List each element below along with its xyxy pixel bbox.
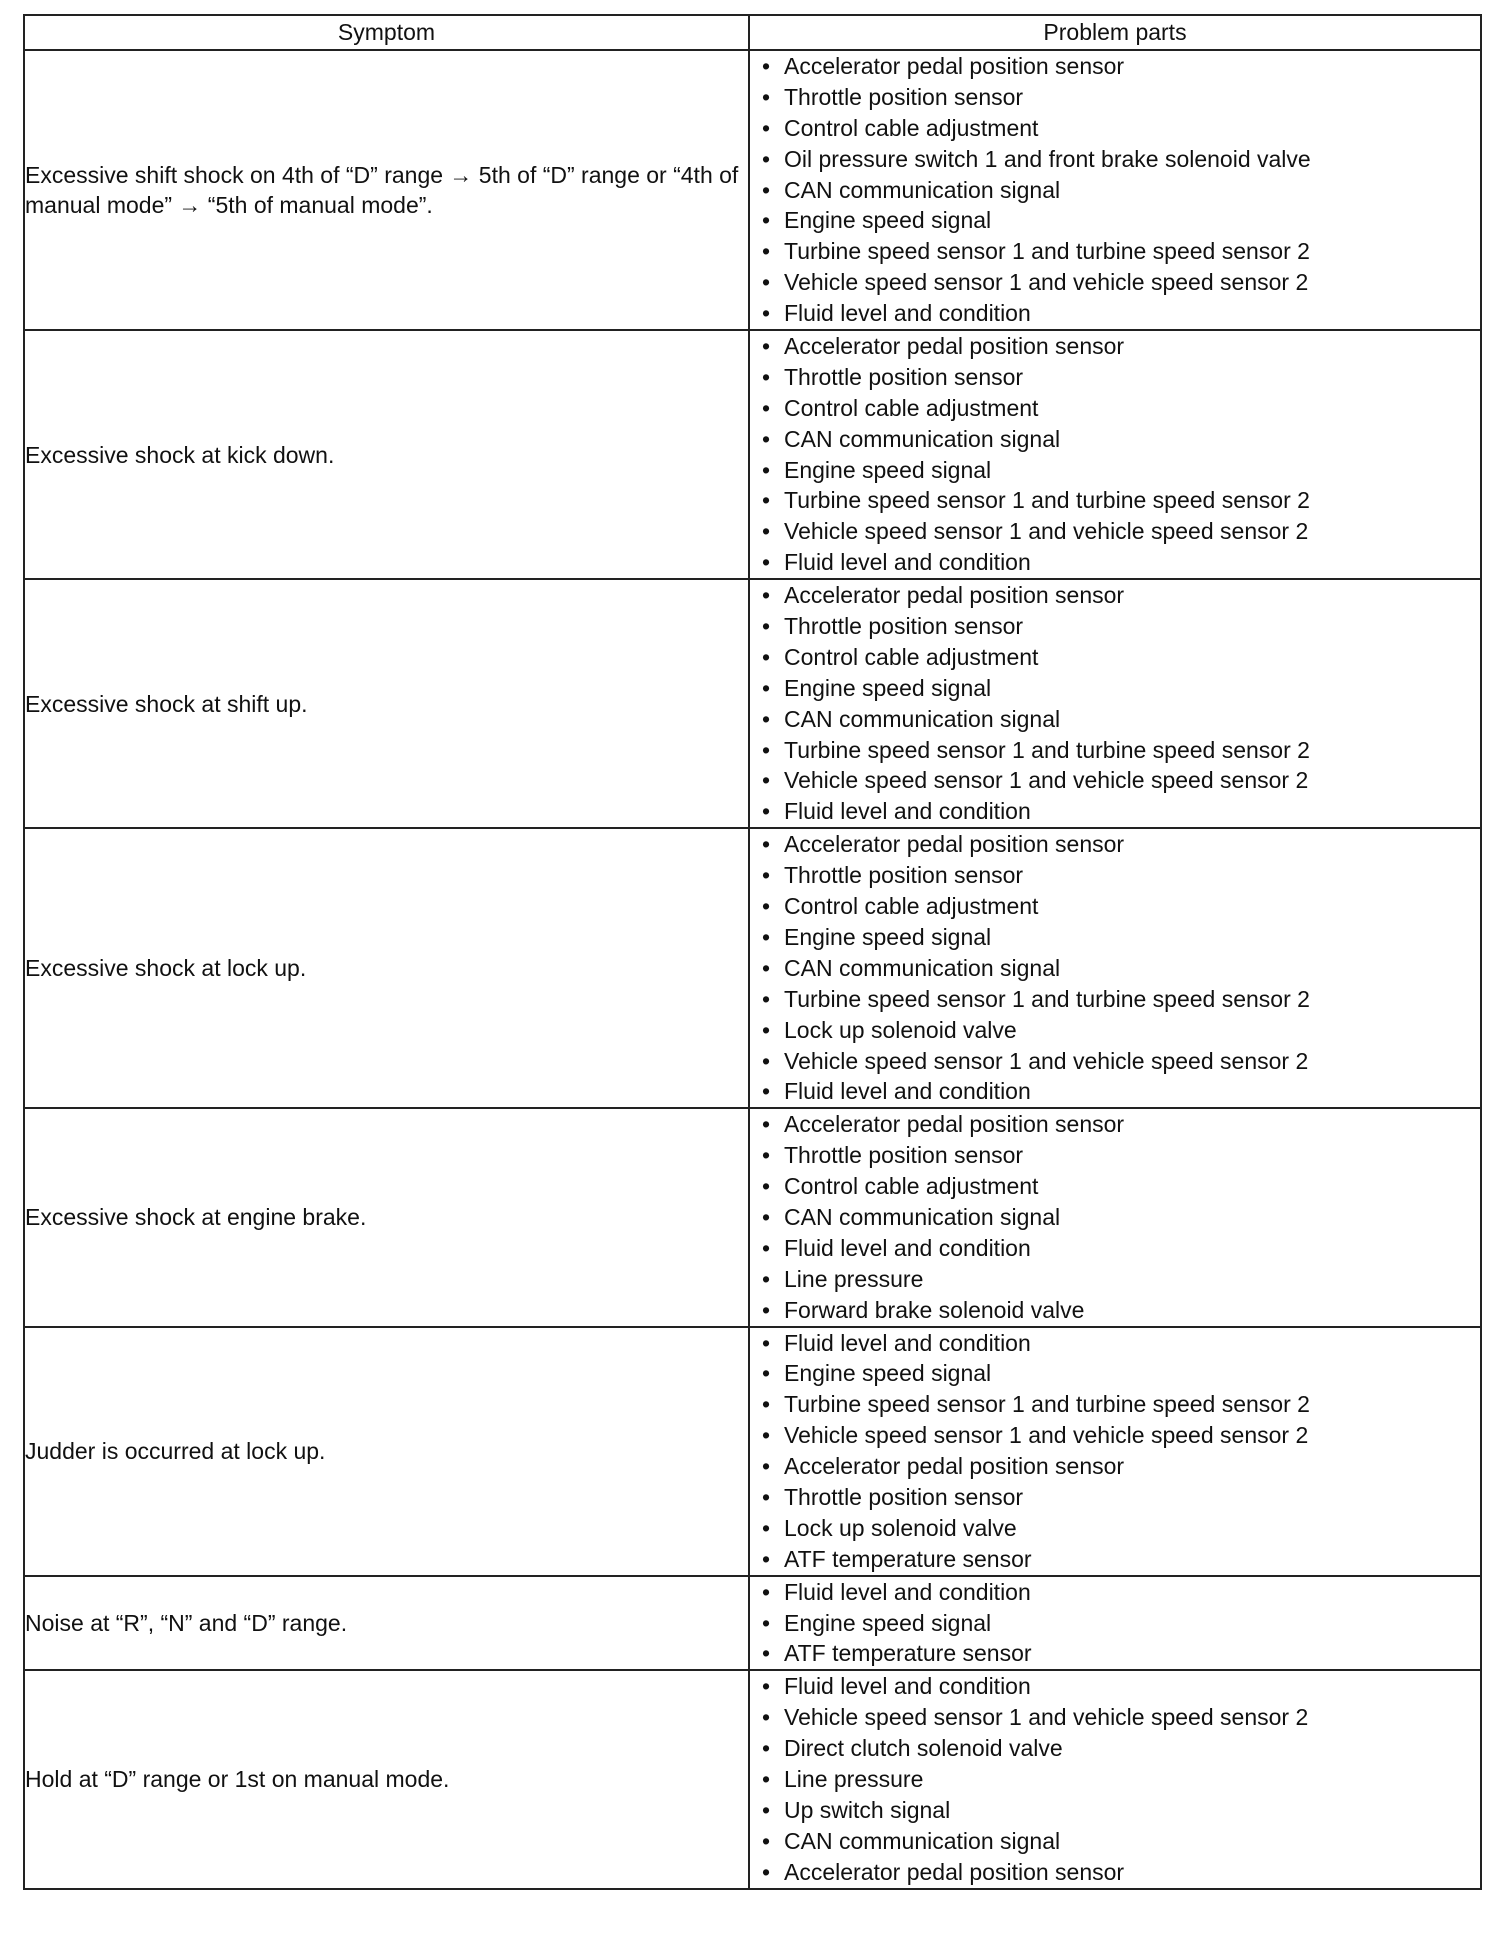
- problem-part-item: • Accelerator pedal position sensor: [750, 1451, 1480, 1482]
- problem-part-item: • Throttle position sensor: [750, 1140, 1480, 1171]
- problem-parts-list: [750, 1109, 1480, 1325]
- problem-parts-list: [750, 1671, 1480, 1887]
- problem-part-item: • CAN communication signal: [750, 175, 1480, 206]
- problem-part-item: • Direct clutch solenoid valve: [750, 1733, 1480, 1764]
- problem-part-item: • Fluid level and condition: [750, 796, 1480, 827]
- problem-part-item: • Fluid level and condition: [750, 1577, 1480, 1608]
- problem-part-item: • Control cable adjustment: [750, 113, 1480, 144]
- problem-part-item: • Vehicle speed sensor 1 and vehicle speed sensor 2: [750, 516, 1480, 547]
- problem-parts-cell: [749, 1327, 1481, 1576]
- problem-part-item: • Throttle position sensor: [750, 1482, 1480, 1513]
- problem-part-item: • Fluid level and condition: [750, 547, 1480, 578]
- problem-parts-column-header: Problem parts: [749, 15, 1481, 50]
- problem-part-item: • Accelerator pedal position sensor: [750, 580, 1480, 611]
- problem-parts-cell: [749, 828, 1481, 1108]
- problem-parts-cell: [749, 579, 1481, 828]
- problem-part-item: • Throttle position sensor: [750, 82, 1480, 113]
- problem-part-item: • Forward brake solenoid valve: [750, 1295, 1480, 1326]
- symptom-cell: Excessive shift shock on 4th of “D” range → 5th of “D” range or “4th of manual mode” → “5th of manual mode”.: [24, 50, 749, 330]
- problem-part-item: • Control cable adjustment: [750, 642, 1480, 673]
- problem-part-item: • Vehicle speed sensor 1 and vehicle speed sensor 2: [750, 1420, 1480, 1451]
- problem-part-item: • Vehicle speed sensor 1 and vehicle speed sensor 2: [750, 765, 1480, 796]
- table-body: [24, 50, 1481, 1889]
- problem-part-item: • Accelerator pedal position sensor: [750, 51, 1480, 82]
- problem-part-item: • Accelerator pedal position sensor: [750, 1857, 1480, 1888]
- problem-part-item: • Control cable adjustment: [750, 393, 1480, 424]
- problem-part-item: • Accelerator pedal position sensor: [750, 1109, 1480, 1140]
- problem-part-item: • CAN communication signal: [750, 424, 1480, 455]
- table-row: [24, 1108, 1481, 1326]
- problem-parts-cell: [749, 1670, 1481, 1888]
- problem-part-item: • CAN communication signal: [750, 704, 1480, 735]
- table-header-row: [24, 15, 1481, 50]
- problem-part-item: • Throttle position sensor: [750, 362, 1480, 393]
- table-row: [24, 1327, 1481, 1576]
- problem-part-item: • Lock up solenoid valve: [750, 1015, 1480, 1046]
- problem-parts-list: [750, 829, 1480, 1107]
- problem-part-item: • ATF temperature sensor: [750, 1638, 1480, 1669]
- problem-part-item: • Fluid level and condition: [750, 1671, 1480, 1702]
- problem-part-item: • Throttle position sensor: [750, 611, 1480, 642]
- problem-part-item: • Fluid level and condition: [750, 1233, 1480, 1264]
- problem-part-item: • Control cable adjustment: [750, 891, 1480, 922]
- problem-parts-cell: [749, 330, 1481, 579]
- problem-part-item: • Vehicle speed sensor 1 and vehicle speed sensor 2: [750, 1702, 1480, 1733]
- problem-part-item: • Engine speed signal: [750, 1358, 1480, 1389]
- problem-parts-list: [750, 1328, 1480, 1575]
- problem-part-item: • Vehicle speed sensor 1 and vehicle speed sensor 2: [750, 1046, 1480, 1077]
- problem-part-item: • Turbine speed sensor 1 and turbine speed sensor 2: [750, 1389, 1480, 1420]
- table-row: [24, 1576, 1481, 1671]
- problem-part-item: • Line pressure: [750, 1764, 1480, 1795]
- problem-part-item: • Turbine speed sensor 1 and turbine speed sensor 2: [750, 236, 1480, 267]
- problem-parts-list: [750, 331, 1480, 578]
- problem-part-item: • Line pressure: [750, 1264, 1480, 1295]
- problem-part-item: • Throttle position sensor: [750, 860, 1480, 891]
- problem-parts-cell: [749, 50, 1481, 330]
- table-row: [24, 330, 1481, 579]
- problem-part-item: • Fluid level and condition: [750, 1076, 1480, 1107]
- problem-parts-list: [750, 51, 1480, 329]
- symptom-cell: Noise at “R”, “N” and “D” range.: [24, 1576, 749, 1671]
- table-row: [24, 828, 1481, 1108]
- symptom-cell: Excessive shock at kick down.: [24, 330, 749, 579]
- problem-part-item: • Turbine speed sensor 1 and turbine speed sensor 2: [750, 984, 1480, 1015]
- problem-part-item: • Engine speed signal: [750, 922, 1480, 953]
- symptom-table: [23, 14, 1482, 1890]
- problem-parts-cell: [749, 1576, 1481, 1671]
- problem-part-item: • Up switch signal: [750, 1795, 1480, 1826]
- problem-part-item: • Engine speed signal: [750, 673, 1480, 704]
- table-row: [24, 1670, 1481, 1888]
- problem-part-item: • Fluid level and condition: [750, 1328, 1480, 1359]
- problem-part-item: • Fluid level and condition: [750, 298, 1480, 329]
- symptom-cell: Judder is occurred at lock up.: [24, 1327, 749, 1576]
- problem-part-item: • Turbine speed sensor 1 and turbine speed sensor 2: [750, 485, 1480, 516]
- problem-part-item: • CAN communication signal: [750, 1202, 1480, 1233]
- problem-parts-list: [750, 580, 1480, 827]
- problem-part-item: • Oil pressure switch 1 and front brake solenoid valve: [750, 144, 1480, 175]
- problem-part-item: • Engine speed signal: [750, 205, 1480, 236]
- symptom-cell: Hold at “D” range or 1st on manual mode.: [24, 1670, 749, 1888]
- symptom-cell: Excessive shock at engine brake.: [24, 1108, 749, 1326]
- problem-part-item: • Engine speed signal: [750, 1608, 1480, 1639]
- problem-parts-cell: [749, 1108, 1481, 1326]
- problem-part-item: • Lock up solenoid valve: [750, 1513, 1480, 1544]
- table-row: [24, 579, 1481, 828]
- problem-part-item: • Turbine speed sensor 1 and turbine speed sensor 2: [750, 735, 1480, 766]
- symptom-cell: Excessive shock at shift up.: [24, 579, 749, 828]
- problem-parts-list: [750, 1577, 1480, 1670]
- problem-part-item: • CAN communication signal: [750, 953, 1480, 984]
- problem-part-item: • Vehicle speed sensor 1 and vehicle speed sensor 2: [750, 267, 1480, 298]
- symptom-column-header: Symptom: [24, 15, 749, 50]
- problem-part-item: • Accelerator pedal position sensor: [750, 829, 1480, 860]
- problem-part-item: • CAN communication signal: [750, 1826, 1480, 1857]
- symptom-cell: Excessive shock at lock up.: [24, 828, 749, 1108]
- problem-part-item: • ATF temperature sensor: [750, 1544, 1480, 1575]
- table-row: [24, 50, 1481, 330]
- problem-part-item: • Engine speed signal: [750, 455, 1480, 486]
- problem-part-item: • Accelerator pedal position sensor: [750, 331, 1480, 362]
- problem-part-item: • Control cable adjustment: [750, 1171, 1480, 1202]
